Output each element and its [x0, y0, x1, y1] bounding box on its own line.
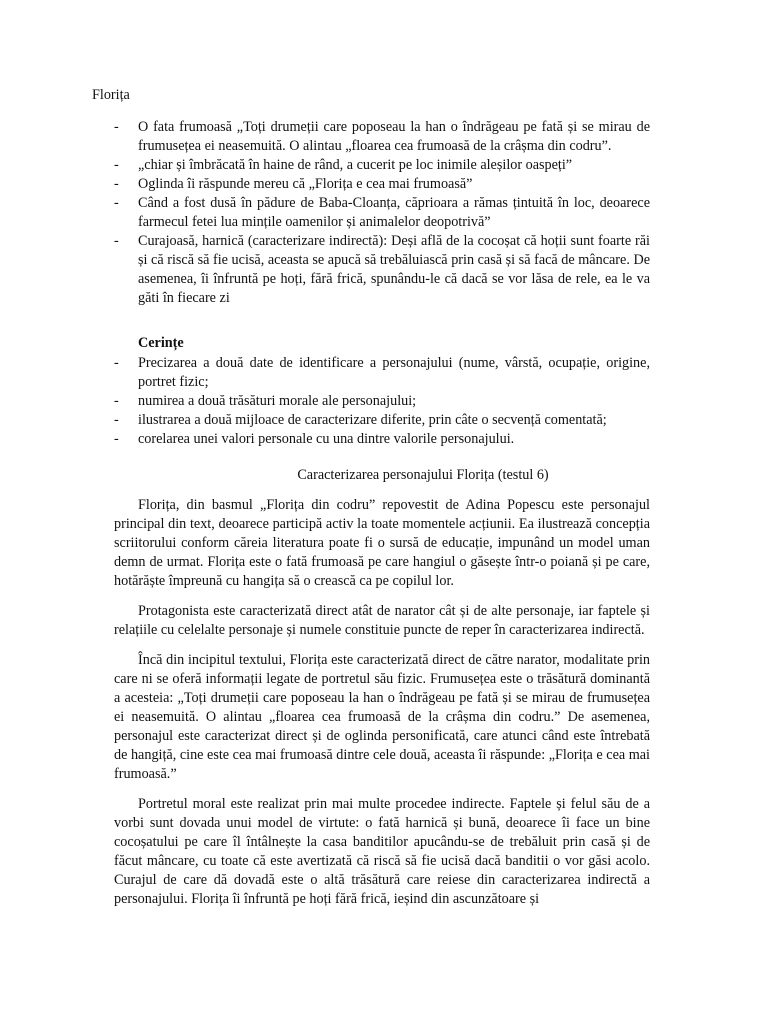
list-item: - numirea a două trăsături morale ale personajului;: [114, 392, 650, 411]
list-item: - Precizarea a două date de identificare a personajului (nume, vârstă, ocupație, origine, portret fizic;: [114, 354, 650, 392]
list-item: - ilustrarea a două mijloace de caracterizare diferite, prin câte o secvență comentată;: [114, 411, 650, 430]
list-item: - Oglinda îi răspunde mereu că „Florița e cea mai frumoasă”: [114, 175, 650, 194]
essay-body: [114, 496, 650, 920]
list-item: - O fata frumoasă „Toți drumeții care poposeau la han o îndrăgeau pe fată și se mirau de frumusețea ei neasemuită. O alintau „floarea cea frumoasă de la crâșma din codru”.: [114, 118, 650, 156]
list-item: - Când a fost dusă în pădure de Baba-Cloanța, căprioara a rămas țintuită în loc, deoarece farmecul fetei lua mințile oamenilor și animalelor deopotrivă”: [114, 194, 650, 232]
list-item: - „chiar și îmbrăcată în haine de rând, a cucerit pe loc inimile aleșilor oaspeți”: [114, 156, 650, 175]
list-item: - corelarea unei valori personale cu una dintre valorile personajului.: [114, 430, 650, 449]
essay-title: Caracterizarea personajului Florița (testul 6): [297, 467, 549, 483]
paragraph: Portretul moral este realizat prin mai multe procedee indirecte. Faptele și felul său de a vorbi sunt dovada unui model de virtute: o fată harnică și bună, deoarece îi face un bine cocoșatului pe care îl întâlnește la casa banditilor apucându-se de trebăluit prin casă și de făcut mâncare, cu toate că este avertizată că riscă să fie ucisă dacă banditii o vor găsi acolo. Curajul de care dă dovadă este o altă trăsătură care reiese din caracterizarea indirectă a personajului. Florița îi înfruntă pe hoți fără frică, ieșind din ascunzătoare și: [114, 796, 650, 907]
paragraph: Florița, din basmul „Florița din codru” repovestit de Adina Popescu este personajul principal din text, deoarece participă activ la toate momentele acțiunii. Ea ilustrează concepția scriitorului conform căreia literatura poate fi o sursă de educație, impunând un model uman demn de urmat. Florița este o fată frumoasă pe care hangiul o găsește într-o poiană și pe care, hotărăște împreună cu hangița să o crească ca pe copilul lor.: [114, 497, 650, 589]
paragraph: Încă din incipitul textului, Florița este caracterizată direct de către narator, modalitate prin care ni se oferă informații legate de portretul său fizic. Frumusețea este o trăsătură dominantă a acesteia: „Toți drumeții care poposeau la han o îndrăgeau pe fată și se mirau de frumusețea ei neasemuită. O alintau „floarea cea frumoasă de la crâșma din codru.” De asemenea, personajul este caracterizat direct și de oglinda personificată, care atunci când este întrebată de hangiță, cine este cea mai frumoasă dintre cele două, aceasta îi răspunde: „Florița e cea mai frumoasă.”: [114, 652, 650, 782]
paragraph: Protagonista este caracterizată direct atât de narator cât și de alte personaje, iar faptele și relațiile cu celelalte personaje și numele constituie puncte de reper în caracterizarea indirectă.: [114, 603, 650, 638]
requirements-list: [114, 354, 650, 449]
requirements-title: Cerințe: [138, 335, 184, 351]
list-item: - Curajoasă, harnică (caracterizare indirectă): Deși află de la cocoșat că hoții sunt foarte răi și că riscă să fie ucisă, aceasta se apucă să trebăluiască prin casă și să facă de mâncare. De asemenea, îi înfruntă pe hoți, fără frică, spunându-le că dacă se vor lăsa de rele, ea le va găti în fiecare zi: [114, 232, 650, 308]
intro-bullet-list: [114, 118, 650, 308]
document-heading: Florița: [92, 87, 130, 103]
